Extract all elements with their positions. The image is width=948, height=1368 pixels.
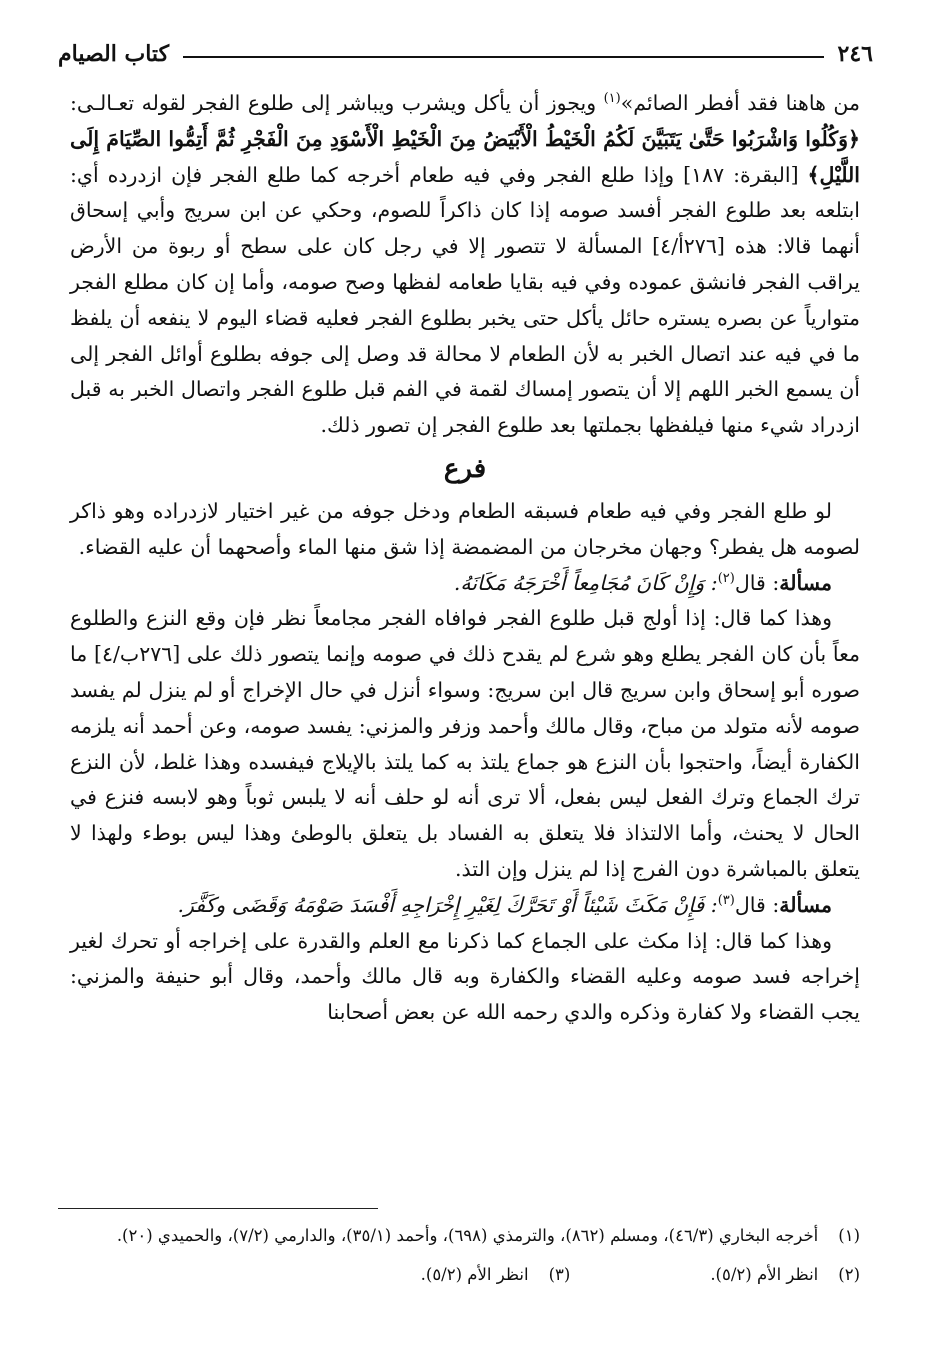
paragraph-1 bbox=[70, 86, 860, 444]
masala-2-prefix: : قال bbox=[734, 892, 780, 917]
masala-1-label: مسألة bbox=[779, 570, 832, 595]
masala-2-label: مسألة bbox=[779, 892, 832, 917]
page-header bbox=[58, 34, 873, 74]
footnote-2-text: انظر الأم (٥/٢). bbox=[710, 1265, 819, 1284]
footnote-3 bbox=[421, 1261, 571, 1288]
masala-1 bbox=[70, 566, 860, 602]
section-heading: فرع bbox=[443, 453, 487, 484]
footnote-2-number: (٢) bbox=[838, 1265, 860, 1284]
header-rule bbox=[183, 56, 824, 58]
quran-verse: ﴿وَكُلُوا وَاشْرَبُوا حَتَّىٰ يَتَبَيَّنَ لَكُمُ الْخَيْطُ الْأَبْيَضُ مِنَ الْخَيْطِ الْأَسْوَدِ مِنَ الْفَجْرِ ثُمَّ أَتِمُّوا الصِّيَامَ إِلَى اللَّيْلِ﴾ bbox=[70, 126, 860, 187]
masala-2 bbox=[70, 888, 860, 924]
footnote-columns bbox=[60, 1261, 860, 1288]
masala-2-quote: : فَإِنْ مَكَثَ شَيْئاً أَوْ تَحَرَّكَ لِغَيْرِ إِخْرَاجِهِ أَفْسَدَ صَوْمَهُ وَقَضَى وكَفَّرَ. bbox=[177, 892, 718, 917]
footnote-ref-2[interactable]: (٢) bbox=[717, 570, 735, 586]
book-title: كتاب الصيام bbox=[58, 41, 170, 67]
masala-1-prefix: : قال bbox=[734, 570, 780, 595]
footnote-ref-1[interactable]: (١) bbox=[603, 91, 621, 107]
main-text bbox=[70, 86, 860, 1031]
paragraph-1-mid: ويجوز أن يأكل ويشرب ويباشر إلى طلوع الفجر لقوله تعـالـى: bbox=[70, 91, 604, 115]
footnotes bbox=[60, 1222, 860, 1288]
paragraph-1-rest: [البقرة: ١٨٧] وإذا طلع الفجر وفي فيه طعام أخرجه كما طلع الفجر فإن ازدرده أي: ابتلعه بعد طلوع الفجر أفسد صومه إذا كان ذاكراً للصوم، وحكي عن ابن سريج وأبي إسحاق أنهما قالا: هذه [٢٧٦أ/٤] المسألة لا تتصور إلا في رجل كان على سطح أو ربوة من الأرض يراقب الفجر فانشق عموده وفي فيه بقايا طعامه لفظها وصح صومه، وأما إن كان مطلع الفجر متوارياً عن بصره يستره حائل يأكل حتى يخبر بطلوع الفجر فعليه قضاء اليوم لا ينفعه أن يلفظ ما في فيه عند اتصال الخبر به لأن الطعام لا محالة قد وصل إلى جوفه بطلوع أوائل الفجر إلى أن يسمع الخبر اللهم إلا أن يتصور إمساك لقمة في الفم قبل طلوع الفجر واتصال الخبر به قبل ازدراد شيء منها فيلفظها بجملتها بعد طلوع الفجر إن تصور ذلك. bbox=[70, 162, 861, 438]
paragraph-3: وهذا كما قال: إذا أولج قبل طلوع الفجر فوافاه الفجر مجامعاً نظر فإن وقع النزع والطلوع معاً بأن كان الفجر يطلع وهو شرع لم يقدح ذلك في صومه وإنما يتصور ذلك على [٢٧٦ب/٤] ما صوره أبو إسحاق وابن سريج قال ابن سريج: وسواء أنزل في حال الإخراج أو لم ينزل لم يفسد صومه لأنه متولد من مباح، وقال مالك وأحمد وزفر والمزني: يفسد صومه، وعن أحمد أنه يلزمه الكفارة أيضاً، واحتجوا بأن النزع هو جماع يلتذ به كما يلتذ بالإيلاج فيفسده وهذا غلط، لأن النزع ترك الجماع وترك الفعل ليس بفعل، ألا ترى أنه لو حلف أنه لا يلبس ثوباً وهو لابسه فنزع في الحال لا يحنث، وأما الالتذاذ فلا يتعلق به الفساد بل يتعلق بالوطئ وهذا ليس بوطء ولهذا لا يتعلق بالمباشرة دون الفرج إذا لم ينزل وإن التذ. bbox=[70, 606, 860, 881]
paragraph-4: وهذا كما قال: إذا مكث على الجماع كما ذكرنا مع العلم والقدرة على إخراجه أو تحرك لغير إخراجه فسد صومه وعليه القضاء والكفارة وبه قال مالك وأحمد، وقال أبو حنيفة والمزني: يجب القضاء ولا كفارة وذكره والدي رحمه الله عن بعض أصحابنا bbox=[70, 928, 860, 1025]
page-number: ٢٤٦ bbox=[837, 41, 873, 67]
footnote-1-text: أخرجه البخاري (٤٦/٣)، ومسلم (٨٦٢)، والترمذي (٦٩٨)، وأحمد (٣٥/١)، والدارمي (٧/٢)، والحميدي (٢٠). bbox=[116, 1226, 819, 1245]
footnote-rule bbox=[58, 1208, 378, 1209]
footnote-1 bbox=[60, 1222, 860, 1249]
footnote-2 bbox=[710, 1261, 860, 1288]
footnote-3-text: انظر الأم (٥/٢). bbox=[420, 1265, 529, 1284]
paragraph-2: لو طلع الفجر وفي فيه طعام فسبقه الطعام ودخل جوفه من غير اختيار لازدراده وهو ذاكر لصومه هل يفطر؟ وجهان مخرجان من المضمضة إذا شق منها الماء وأصحهما أن عليه القضاء. bbox=[70, 498, 860, 559]
paragraph-1-start: من هاهنا فقد أفطر الصائم» bbox=[620, 91, 860, 115]
footnote-3-number: (٣) bbox=[548, 1265, 571, 1284]
footnote-1-number: (١) bbox=[838, 1226, 860, 1245]
footnote-ref-3[interactable]: (٣) bbox=[717, 892, 735, 908]
masala-1-quote: : وَإِنْ كَانَ مُجَامِعاً أَخْرَجَهُ مَكَانَهُ. bbox=[453, 570, 718, 595]
